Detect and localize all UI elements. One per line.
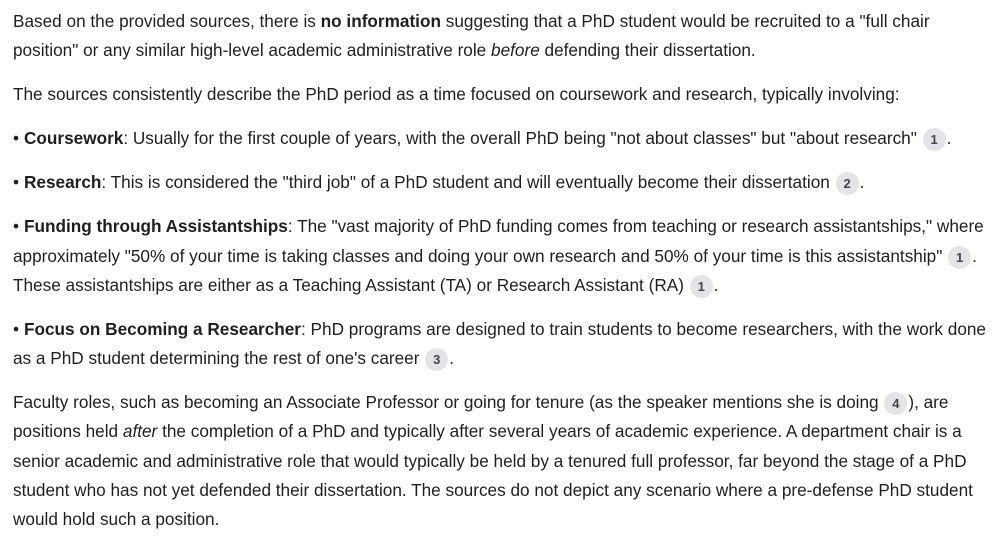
bullet-dot: •	[13, 216, 20, 237]
bullet-end: .	[449, 348, 455, 369]
intro-text-2: suggesting that a PhD student would be recruited to a "full chair position" or any similar high-level academic administrative role	[13, 11, 930, 61]
conclusion-text-3: the completion of a PhD and typically after several years of academic experience. A department chair is a senior academic and administrative role that would typically be held by a tenured full professor, far beyond the stage of a PhD student who has not yet defended their dissertation. The sources do not depict any scenario where a pre-defense PhD student would hold such a position.	[13, 421, 973, 530]
citation-chip[interactable]: 1	[690, 275, 713, 298]
citation-chip[interactable]: 3	[425, 348, 448, 371]
citation-chip[interactable]: 1	[948, 246, 971, 269]
bullet-researcher-focus	[13, 315, 986, 374]
bullet-dot: •	[13, 318, 20, 339]
bullet-dot: •	[13, 128, 20, 149]
bullet-end: .	[713, 274, 719, 295]
summary-paragraph: The sources consistently describe the PhD period as a time focused on coursework and research, typically involving:	[13, 84, 900, 105]
bullet-text: : PhD programs are designed to train students to become researchers, with the work done as a PhD student determining the rest of one's career	[13, 318, 986, 369]
intro-emphasis-bold: no information	[320, 11, 441, 31]
bullet-end: .	[859, 172, 865, 193]
bullet-text-continued: . These assistantships are either as a Teaching Assistant (TA) or Research Assistant (RA)	[13, 245, 977, 295]
bullet-text: : This is considered the "third job" of a PhD student and will eventually become their dissertation	[101, 172, 830, 193]
conclusion-paragraph	[13, 388, 986, 534]
bullet-title: Coursework	[24, 128, 124, 149]
bullet-coursework	[13, 124, 986, 153]
intro-emphasis-italic: before	[491, 40, 540, 61]
bullet-text: : The "vast majority of PhD funding comes from teaching or research assistantships," where approximately "50% of your time is taking classes and doing your own research and 50% of your time is this assistantship"	[13, 216, 984, 266]
citation-chip[interactable]: 2	[836, 172, 859, 195]
conclusion-text-2: ), are positions held	[13, 392, 949, 442]
bullet-funding	[13, 212, 986, 300]
citation-chip[interactable]: 1	[923, 128, 946, 151]
bullet-title: Focus on Becoming a Researcher	[24, 318, 301, 339]
intro-text-3: defending their dissertation.	[539, 40, 756, 61]
bullet-end: .	[946, 128, 952, 149]
intro-text-1: Based on the provided sources, there is	[13, 11, 321, 31]
bullet-research	[13, 168, 986, 197]
bullet-text: : Usually for the first couple of years, with the overall PhD being "not about classes" but "about research"	[123, 128, 917, 149]
bullet-title: Research	[24, 172, 102, 193]
bullet-dot: •	[13, 172, 20, 193]
citation-chip[interactable]: 4	[884, 392, 907, 415]
intro-paragraph	[13, 7, 986, 66]
conclusion-emphasis-italic: after	[122, 421, 158, 442]
bullet-title: Funding through Assistantships	[24, 216, 288, 237]
conclusion-text-1: Faculty roles, such as becoming an Associate Professor or going for tenure (as the speaker mentions she is doing	[13, 392, 879, 413]
